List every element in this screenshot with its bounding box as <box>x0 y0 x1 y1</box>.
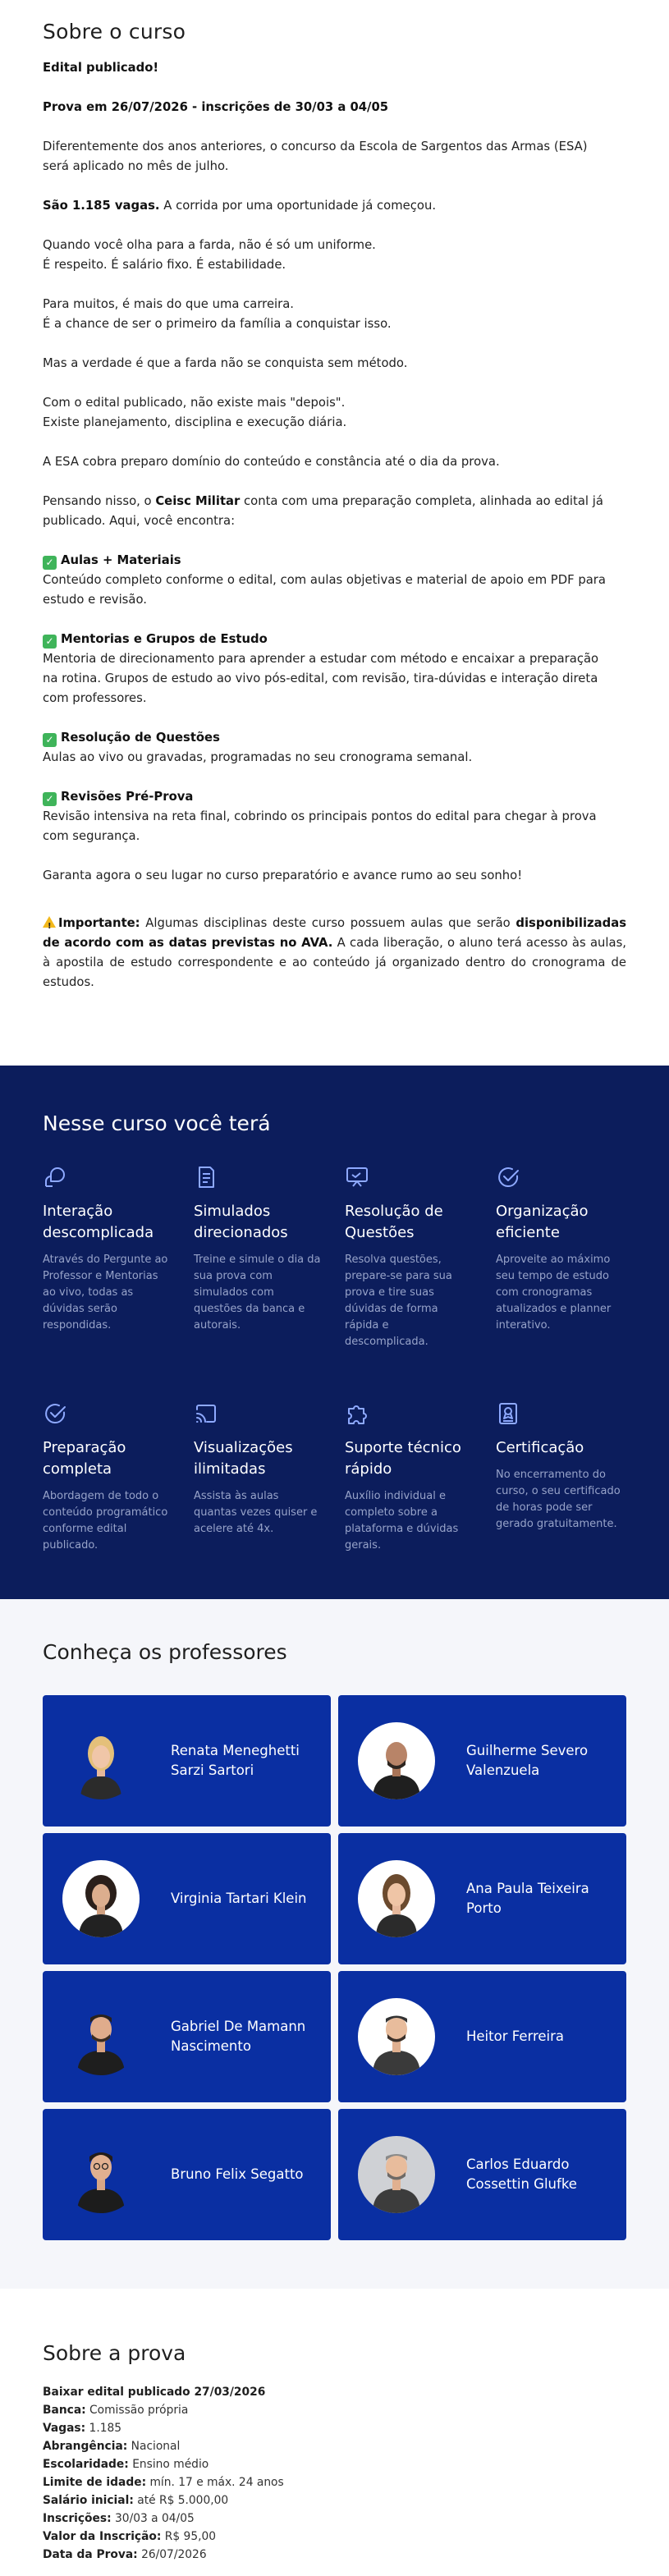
teacher-name: Guilherme Severo Valenzuela <box>466 1743 589 1778</box>
exam-info-row: Abrangência: Nacional <box>43 2440 181 2453</box>
teacher-name: Heitor Ferreira <box>466 2028 565 2044</box>
teacher-name: Carlos Eduardo Cossettin Glufke <box>466 2157 577 2192</box>
intro-paragraph: Diferentemente dos anos anteriores, o concurso da Escola de Sargentos das Armas (ESA) será aplicado no mês de julho. <box>43 140 588 173</box>
farda-paragraph: Quando você olha para a farda, não é só um uniforme. É respeito. É salário fixo. É estabilidade. <box>43 238 376 272</box>
benefit-organizacao: Organização eficiente Aproveite ao máximo seu tempo de estudo com cronogramas atualizados e planner interativo. <box>496 1165 626 1362</box>
benefit-preparacao: Preparação completa Abordagem de todo o conteúdo programático conforme edital publicado. <box>43 1401 173 1598</box>
teacher-card[interactable] <box>338 2109 626 2240</box>
exam-info-row: Escolaridade: Ensino médio <box>43 2458 209 2471</box>
certificate-icon <box>496 1401 520 1426</box>
avatar <box>62 1722 140 1799</box>
avatar <box>358 1722 435 1799</box>
teachers-section <box>0 1599 669 2289</box>
presentation-board-icon <box>345 1165 369 1189</box>
avatar <box>358 2136 435 2213</box>
teachers-title: Conheça os professores <box>43 1640 287 1664</box>
feature-mentorias: ✓ Mentorias e Grupos de Estudo Mentoria de direcionamento para aprender a estudar com método e encaixar a preparação na rotina. Grupos de estudo ao vivo pós-edital, com revisão, tira-dúvidas e interação direta com professores. <box>43 632 599 705</box>
teacher-card[interactable] <box>338 1833 626 1964</box>
avatar <box>62 1998 140 2075</box>
esa-paragraph: A ESA cobra preparo domínio do conteúdo e constância até o dia da prova. <box>43 455 500 469</box>
check-mark-icon: ✓ <box>43 556 57 570</box>
check-mark-icon: ✓ <box>43 635 57 649</box>
teacher-card[interactable] <box>338 1695 626 1827</box>
avatar <box>62 2136 140 2213</box>
chat-bubbles-icon <box>43 1165 67 1189</box>
benefits-title: Nesse curso você terá <box>43 1112 271 1135</box>
avatar <box>62 1860 140 1937</box>
teacher-name: Renata Meneghetti Sarzi Sartori <box>171 1743 300 1778</box>
verdade-paragraph: Mas a verdade é que a farda não se conquista sem método. <box>43 356 408 370</box>
about-section <box>0 0 669 1066</box>
check-circle-icon <box>496 1165 520 1189</box>
avatar <box>358 1998 435 2075</box>
exam-info-row: Salário inicial: até R$ 5.000,00 <box>43 2494 229 2507</box>
feature-revisoes: ✓ Revisões Pré-Prova Revisão intensiva na reta final, cobrindo os principais pontos do edital para chegar à prova com segurança. <box>43 790 597 843</box>
warning-icon <box>43 916 56 928</box>
important-notice: !Importante: Algumas disciplinas deste curso possuem aulas que serão disponibilizadas de acordo com as datas previstas no AVA. A cada liberação, o aluno terá acesso às aulas, à apostila de estudo correspondente e ao conteúdo já organizado dentro do cronograma de estudos. <box>43 914 626 992</box>
teacher-name: Virginia Tartari Klein <box>171 1891 307 1906</box>
cast-screen-icon <box>194 1401 218 1426</box>
check-mark-icon: ✓ <box>43 733 57 747</box>
exam-info-row: Inscrições: 30/03 a 04/05 <box>43 2512 195 2525</box>
garanta-paragraph: Garanta agora o seu lugar no curso preparatório e avance rumo ao seu sonho! <box>43 869 523 882</box>
check-circle-icon <box>43 1401 67 1426</box>
exam-info-row: Banca: Comissão própria <box>43 2404 189 2417</box>
exam-info-row: Data da Prova: 26/07/2026 <box>43 2548 207 2561</box>
benefit-visualizacoes: Visualizações ilimitadas Assista às aulas quantas vezes quiser e acelere até 4x. <box>194 1401 324 1598</box>
course-benefits-section <box>0 1066 669 1599</box>
benefit-simulados: Simulados direcionados Treine e simule o dia da sua prova com simulados com questões da banca e autorais. <box>194 1165 324 1362</box>
download-edital-link[interactable]: Baixar edital publicado 27/03/2026 <box>43 2386 266 2399</box>
benefit-resolucao: Resolução de Questões Resolva questões, prepare-se para sua prova e tire suas dúvidas de forma rápida e descomplicada. <box>345 1165 475 1362</box>
benefit-suporte: Suporte técnico rápido Auxílio individual e completo sobre a plataforma e dúvidas gerais. <box>345 1401 475 1598</box>
benefit-certificacao: Certificação No encerramento do curso, o seu certificado de horas pode ser gerado gratuitamente. <box>496 1401 626 1598</box>
depois-paragraph: Com o edital publicado, não existe mais "depois". Existe planejamento, disciplina e execução diária. <box>43 396 347 429</box>
feature-questoes: ✓ Resolução de Questões Aulas ao vivo ou gravadas, programadas no seu cronograma semanal. <box>43 731 473 764</box>
check-mark-icon: ✓ <box>43 792 57 806</box>
avatar <box>358 1860 435 1937</box>
puzzle-piece-icon <box>345 1401 369 1426</box>
teacher-card[interactable] <box>43 1695 331 1827</box>
teacher-name: Ana Paula Teixeira Porto <box>466 1881 589 1916</box>
edital-status: Edital publicado! <box>43 61 159 75</box>
teacher-card[interactable] <box>338 1971 626 2102</box>
document-list-icon <box>194 1165 218 1189</box>
vagas-paragraph: São 1.185 vagas. A corrida por uma oportunidade já começou. <box>43 199 437 213</box>
teacher-name: Bruno Felix Segatto <box>171 2166 304 2182</box>
exam-title: Sobre a prova <box>43 2341 186 2365</box>
teacher-card[interactable] <box>43 1833 331 1964</box>
benefit-interacao: Interação descomplicada Através do Pergunte ao Professor e Mentorias ao vivo, todas as dúvidas serão respondidas. <box>43 1165 173 1362</box>
feature-aulas: ✓ Aulas + Materiais Conteúdo completo conforme o edital, com aulas objetivas e material de apoio em PDF para estudo e revisão. <box>43 553 606 607</box>
about-title: Sobre o curso <box>43 20 186 44</box>
exam-info-row: Vagas: 1.185 <box>43 2422 122 2435</box>
exam-section <box>0 2289 669 2576</box>
teacher-name: Gabriel De Mamann Nascimento <box>171 2019 306 2054</box>
teacher-card[interactable] <box>43 1971 331 2102</box>
exam-info-row: Limite de idade: mín. 17 e máx. 24 anos <box>43 2476 284 2489</box>
carreira-paragraph: Para muitos, é mais do que uma carreira. É a chance de ser o primeiro da família a conquistar isso. <box>43 297 392 331</box>
pensando-paragraph: Pensando nisso, o Ceisc Militar conta com uma preparação completa, alinhada ao edital já publicado. Aqui, você encontra: <box>43 494 603 528</box>
exam-info-row: Valor da Inscrição: R$ 95,00 <box>43 2530 217 2543</box>
teacher-card[interactable] <box>43 2109 331 2240</box>
prova-date: Prova em 26/07/2026 - inscrições de 30/03 a 04/05 <box>43 100 389 114</box>
